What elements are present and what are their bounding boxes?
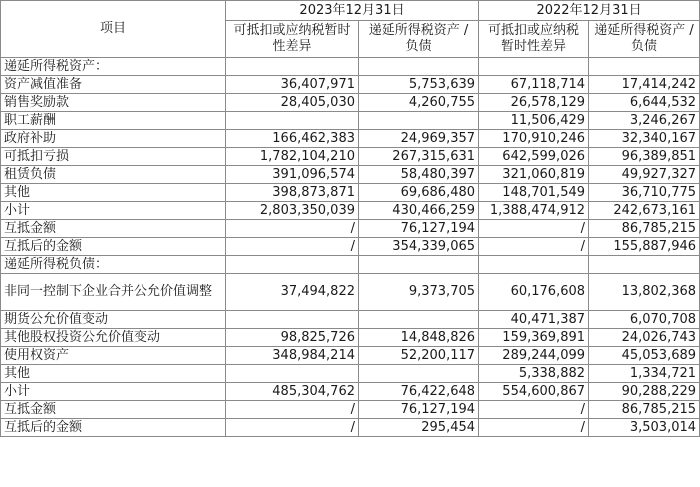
empty-cell — [226, 58, 359, 76]
row-label: 其他 — [1, 184, 226, 202]
value-cell: 98,825,726 — [226, 329, 359, 347]
empty-cell — [359, 256, 479, 274]
value-cell: 6,070,708 — [589, 311, 700, 329]
value-cell: 148,701,549 — [479, 184, 589, 202]
value-cell: / — [479, 220, 589, 238]
value-cell: 295,454 — [359, 419, 479, 437]
value-cell: / — [226, 220, 359, 238]
row-label: 其他 — [1, 365, 226, 383]
value-cell: 13,802,368 — [589, 274, 700, 311]
header-item: 项目 — [1, 1, 226, 58]
value-cell: 155,887,946 — [589, 238, 700, 256]
row-label: 可抵扣亏损 — [1, 148, 226, 166]
empty-cell — [479, 256, 589, 274]
value-cell — [359, 365, 479, 383]
header-period-2022: 2022年12月31日 — [479, 1, 700, 21]
table-row — [1, 238, 700, 256]
table-row — [1, 130, 700, 148]
header-asset-liab-2022: 递延所得税资产 / 负债 — [589, 21, 700, 58]
value-cell: 398,873,871 — [226, 184, 359, 202]
value-cell: 2,803,350,039 — [226, 202, 359, 220]
value-cell: 45,053,689 — [589, 347, 700, 365]
value-cell — [226, 112, 359, 130]
empty-cell — [589, 58, 700, 76]
value-cell: 11,506,429 — [479, 112, 589, 130]
header-period-2023: 2023年12月31日 — [226, 1, 479, 21]
empty-cell — [226, 256, 359, 274]
row-label: 资产减值准备 — [1, 76, 226, 94]
value-cell: 26,578,129 — [479, 94, 589, 112]
value-cell: 40,471,387 — [479, 311, 589, 329]
value-cell: 17,414,242 — [589, 76, 700, 94]
value-cell: 391,096,574 — [226, 166, 359, 184]
row-label: 销售奖励款 — [1, 94, 226, 112]
value-cell: 430,466,259 — [359, 202, 479, 220]
value-cell: 86,785,215 — [589, 220, 700, 238]
value-cell: 76,127,194 — [359, 220, 479, 238]
value-cell: 5,753,639 — [359, 76, 479, 94]
value-cell: 267,315,631 — [359, 148, 479, 166]
table-row — [1, 184, 700, 202]
row-label: 期货公允价值变动 — [1, 311, 226, 329]
table-row — [1, 76, 700, 94]
value-cell: 24,026,743 — [589, 329, 700, 347]
value-cell — [359, 311, 479, 329]
value-cell — [359, 112, 479, 130]
table-row — [1, 365, 700, 383]
row-label: 小计 — [1, 202, 226, 220]
table-row — [1, 166, 700, 184]
table-row — [1, 419, 700, 437]
row-label: 租赁负债 — [1, 166, 226, 184]
value-cell: / — [479, 401, 589, 419]
value-cell: 354,339,065 — [359, 238, 479, 256]
value-cell: 242,673,161 — [589, 202, 700, 220]
table-row — [1, 347, 700, 365]
value-cell: 67,118,714 — [479, 76, 589, 94]
value-cell: 1,334,721 — [589, 365, 700, 383]
value-cell: / — [479, 238, 589, 256]
row-label: 非同一控制下企业合并公允价值调整 — [1, 274, 226, 311]
value-cell: 28,405,030 — [226, 94, 359, 112]
row-label: 政府补助 — [1, 130, 226, 148]
header-temp-diff-2022: 可抵扣或应纳税暂时性差异 — [479, 21, 589, 58]
row-label: 互抵后的金额 — [1, 419, 226, 437]
row-label: 互抵金额 — [1, 220, 226, 238]
table-row — [1, 220, 700, 238]
empty-cell — [589, 256, 700, 274]
table-row — [1, 311, 700, 329]
table-row — [1, 112, 700, 130]
value-cell: / — [226, 401, 359, 419]
value-cell: 485,304,762 — [226, 383, 359, 401]
value-cell: 69,686,480 — [359, 184, 479, 202]
row-label: 互抵后的金额 — [1, 238, 226, 256]
value-cell: 289,244,099 — [479, 347, 589, 365]
value-cell: 24,969,357 — [359, 130, 479, 148]
value-cell: 554,600,867 — [479, 383, 589, 401]
value-cell — [226, 365, 359, 383]
table-row — [1, 329, 700, 347]
value-cell: 76,422,648 — [359, 383, 479, 401]
table-row — [1, 148, 700, 166]
section-header-row — [1, 256, 700, 274]
section-title: 递延所得税负债： — [1, 256, 226, 274]
value-cell: 166,462,383 — [226, 130, 359, 148]
row-label: 互抵金额 — [1, 401, 226, 419]
row-label: 其他股权投资公允价值变动 — [1, 329, 226, 347]
value-cell: 37,494,822 — [226, 274, 359, 311]
header-temp-diff-2023: 可抵扣或应纳税暂时性差异 — [226, 21, 359, 58]
value-cell: 60,176,608 — [479, 274, 589, 311]
value-cell: 642,599,026 — [479, 148, 589, 166]
value-cell: 32,340,167 — [589, 130, 700, 148]
value-cell: 321,060,819 — [479, 166, 589, 184]
value-cell: 4,260,755 — [359, 94, 479, 112]
empty-cell — [359, 58, 479, 76]
value-cell: 36,710,775 — [589, 184, 700, 202]
section-title: 递延所得税资产： — [1, 58, 226, 76]
value-cell: 6,644,532 — [589, 94, 700, 112]
value-cell: 58,480,397 — [359, 166, 479, 184]
value-cell: 1,388,474,912 — [479, 202, 589, 220]
value-cell: 90,288,229 — [589, 383, 700, 401]
value-cell: 5,338,882 — [479, 365, 589, 383]
value-cell — [226, 311, 359, 329]
table-row — [1, 383, 700, 401]
value-cell: 96,389,851 — [589, 148, 700, 166]
value-cell: / — [226, 419, 359, 437]
table-row — [1, 202, 700, 220]
value-cell: 1,782,104,210 — [226, 148, 359, 166]
value-cell: 86,785,215 — [589, 401, 700, 419]
value-cell: 76,127,194 — [359, 401, 479, 419]
header-asset-liab-2023: 递延所得税资产 / 负债 — [359, 21, 479, 58]
table-row — [1, 274, 700, 311]
value-cell: 49,927,327 — [589, 166, 700, 184]
table-row — [1, 94, 700, 112]
value-cell: 170,910,246 — [479, 130, 589, 148]
row-label: 小计 — [1, 383, 226, 401]
value-cell: 3,503,014 — [589, 419, 700, 437]
value-cell: 36,407,971 — [226, 76, 359, 94]
value-cell: 348,984,214 — [226, 347, 359, 365]
value-cell: / — [226, 238, 359, 256]
value-cell: 52,200,117 — [359, 347, 479, 365]
table-body — [1, 58, 700, 437]
value-cell: 3,246,267 — [589, 112, 700, 130]
value-cell: 9,373,705 — [359, 274, 479, 311]
section-header-row — [1, 58, 700, 76]
value-cell: 14,848,826 — [359, 329, 479, 347]
row-label: 职工薪酬 — [1, 112, 226, 130]
empty-cell — [479, 58, 589, 76]
value-cell: / — [479, 419, 589, 437]
row-label: 使用权资产 — [1, 347, 226, 365]
table-row — [1, 401, 700, 419]
value-cell: 159,369,891 — [479, 329, 589, 347]
